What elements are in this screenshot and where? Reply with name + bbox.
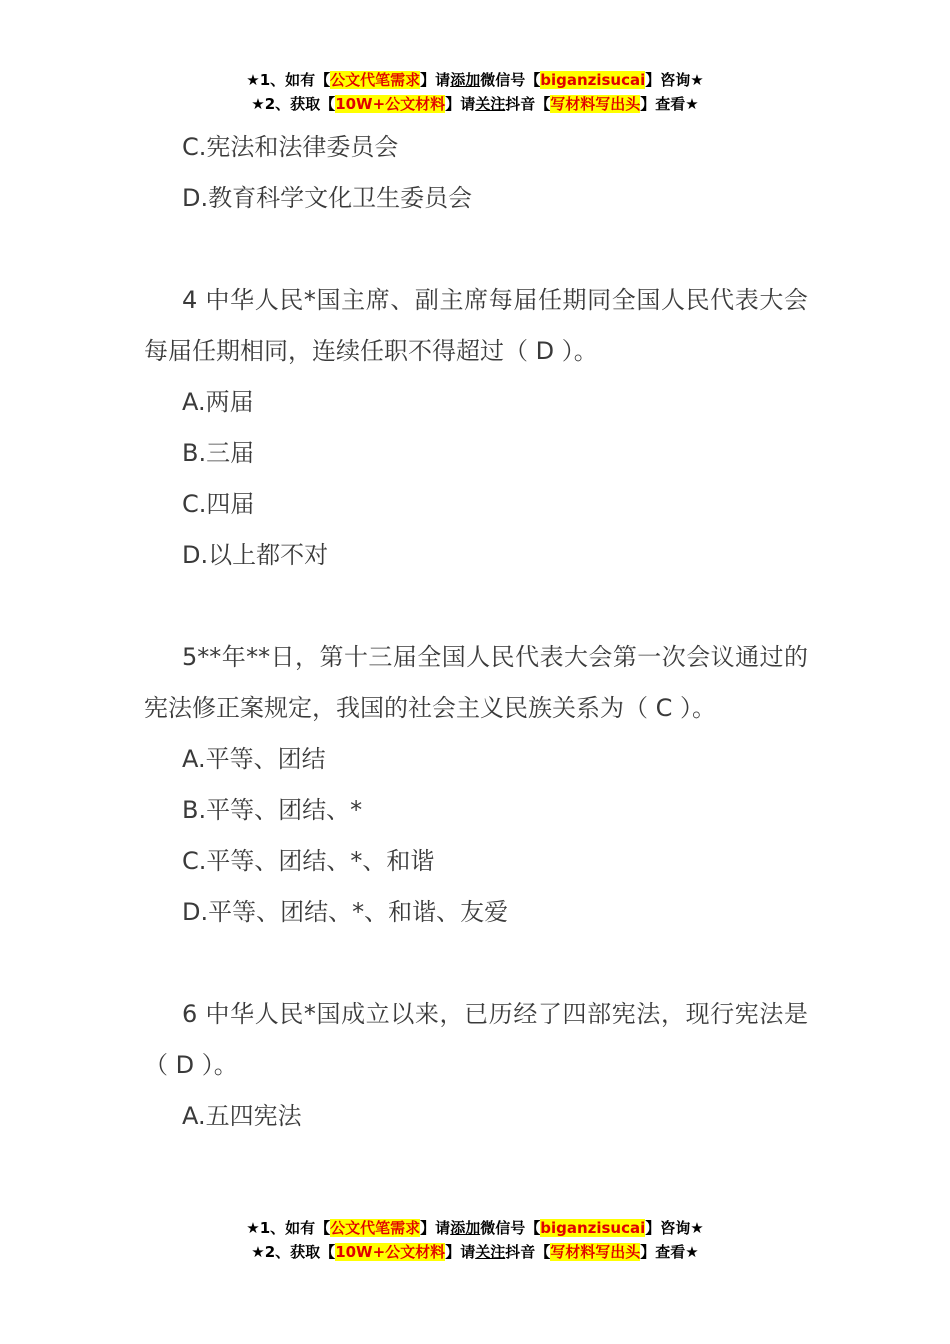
footer-banner bbox=[0, 1216, 950, 1264]
q5-option-d: D.平等、团结、*、和谐、友爱 bbox=[182, 898, 509, 926]
q5-option-c: C.平等、团结、*、和谐 bbox=[182, 847, 435, 875]
spacer bbox=[144, 224, 808, 275]
q3-option-c: C.宪法和法律委员会 bbox=[182, 133, 399, 161]
banner-underline: 关注 bbox=[475, 1243, 506, 1261]
banner-line-2 bbox=[0, 1240, 950, 1264]
spacer bbox=[144, 581, 808, 632]
q5-option-b: B.平等、团结、* bbox=[182, 796, 363, 824]
q4-option-b: B.三届 bbox=[182, 439, 255, 467]
q4-option-a: A.两届 bbox=[182, 388, 254, 416]
q6-option-a: A.五四宪法 bbox=[182, 1102, 302, 1130]
banner-underline: 添加 bbox=[450, 1219, 481, 1237]
q4-option-d: D.以上都不对 bbox=[182, 541, 329, 569]
banner-line-2 bbox=[0, 92, 950, 116]
header-banner bbox=[0, 68, 950, 116]
banner-text: 微信号【 bbox=[480, 71, 541, 89]
spacer bbox=[144, 938, 808, 989]
banner-line-1 bbox=[0, 1216, 950, 1240]
banner-underline: 添加 bbox=[450, 71, 481, 89]
banner-text: ★2、获取【 bbox=[251, 95, 336, 113]
banner-text: 微信号【 bbox=[480, 1219, 541, 1237]
banner-text: 】咨询★ bbox=[645, 1219, 704, 1237]
banner-line-1 bbox=[0, 68, 950, 92]
q5-stem: 5**年**日，第十三届全国人民代表大会第一次会议通过的宪法修正案规定，我国的社会主义民族关系为（ C ）。 bbox=[144, 643, 808, 722]
document-body bbox=[144, 122, 808, 1142]
douyin-id-highlight: 写材料写出头 bbox=[550, 1243, 641, 1261]
banner-text: 抖音【 bbox=[505, 1243, 551, 1261]
banner-underline: 关注 bbox=[475, 95, 506, 113]
wechat-id-highlight: biganzisucai bbox=[540, 71, 646, 89]
banner-text: 】请 bbox=[445, 95, 476, 113]
q4-stem: 4 中华人民*国主席、副主席每届任期同全国人民代表大会每届任期相同，连续任职不得超过（ D ）。 bbox=[144, 286, 808, 365]
banner-text: 】请 bbox=[445, 1243, 476, 1261]
q3-option-d: D.教育科学文化卫生委员会 bbox=[182, 184, 473, 212]
douyin-id-highlight: 写材料写出头 bbox=[550, 95, 641, 113]
banner-text: 】查看★ bbox=[640, 1243, 699, 1261]
banner-text: ★1、如有【 bbox=[246, 71, 331, 89]
wechat-id-highlight: biganzisucai bbox=[540, 1219, 646, 1237]
q5-option-a: A.平等、团结 bbox=[182, 745, 326, 773]
banner-text: 】请 bbox=[420, 71, 451, 89]
banner-text: 】咨询★ bbox=[645, 71, 704, 89]
banner-text: ★1、如有【 bbox=[246, 1219, 331, 1237]
banner-highlight: 10W+公文材料 bbox=[335, 95, 446, 113]
banner-text: ★2、获取【 bbox=[251, 1243, 336, 1261]
banner-text: 】查看★ bbox=[640, 95, 699, 113]
banner-highlight: 公文代笔需求 bbox=[330, 1219, 421, 1237]
banner-highlight: 公文代笔需求 bbox=[330, 71, 421, 89]
banner-text: 】请 bbox=[420, 1219, 451, 1237]
q6-stem: 6 中华人民*国成立以来，已历经了四部宪法，现行宪法是（ D ）。 bbox=[144, 1000, 808, 1079]
banner-text: 抖音【 bbox=[505, 95, 551, 113]
q4-option-c: C.四届 bbox=[182, 490, 255, 518]
banner-highlight: 10W+公文材料 bbox=[335, 1243, 446, 1261]
